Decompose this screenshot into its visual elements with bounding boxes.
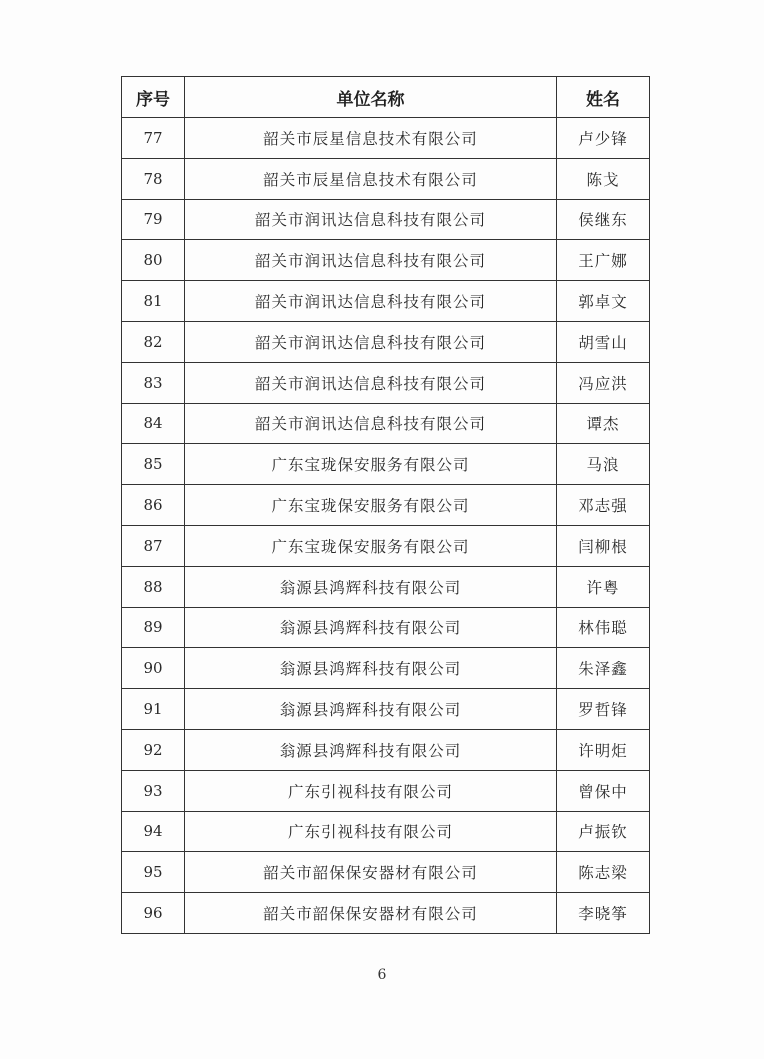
table-header xyxy=(122,77,650,118)
header-unit-name: 单位名称 xyxy=(185,77,557,118)
cell-person-name: 胡雪山 xyxy=(557,321,650,362)
table-row xyxy=(122,118,650,159)
table-row xyxy=(122,729,650,770)
cell-serial-number: 84 xyxy=(122,403,185,444)
cell-serial-number: 94 xyxy=(122,811,185,852)
cell-serial-number: 80 xyxy=(122,240,185,281)
cell-serial-number: 78 xyxy=(122,158,185,199)
table-row xyxy=(122,444,650,485)
table-row xyxy=(122,362,650,403)
cell-unit-name: 广东宝珑保安服务有限公司 xyxy=(185,444,557,485)
cell-serial-number: 88 xyxy=(122,566,185,607)
table-row xyxy=(122,566,650,607)
cell-person-name: 邓志强 xyxy=(557,485,650,526)
cell-person-name: 侯继东 xyxy=(557,199,650,240)
cell-person-name: 许明炬 xyxy=(557,729,650,770)
cell-unit-name: 翁源县鸿辉科技有限公司 xyxy=(185,566,557,607)
table-row xyxy=(122,403,650,444)
cell-serial-number: 92 xyxy=(122,729,185,770)
cell-person-name: 马浪 xyxy=(557,444,650,485)
cell-person-name: 郭卓文 xyxy=(557,281,650,322)
cell-unit-name: 韶关市润讯达信息科技有限公司 xyxy=(185,321,557,362)
cell-unit-name: 广东宝珑保安服务有限公司 xyxy=(185,525,557,566)
header-person-name: 姓名 xyxy=(557,77,650,118)
cell-person-name: 闫柳根 xyxy=(557,525,650,566)
cell-serial-number: 90 xyxy=(122,648,185,689)
cell-person-name: 王广娜 xyxy=(557,240,650,281)
table-row xyxy=(122,321,650,362)
cell-person-name: 谭杰 xyxy=(557,403,650,444)
cell-unit-name: 翁源县鸿辉科技有限公司 xyxy=(185,607,557,648)
table-body xyxy=(122,118,650,934)
cell-unit-name: 韶关市润讯达信息科技有限公司 xyxy=(185,240,557,281)
cell-person-name: 曾保中 xyxy=(557,770,650,811)
cell-serial-number: 86 xyxy=(122,485,185,526)
table-row xyxy=(122,199,650,240)
table-row xyxy=(122,240,650,281)
cell-unit-name: 翁源县鸿辉科技有限公司 xyxy=(185,689,557,730)
page-number: 6 xyxy=(377,967,387,983)
table-row xyxy=(122,485,650,526)
cell-unit-name: 翁源县鸿辉科技有限公司 xyxy=(185,729,557,770)
cell-unit-name: 广东引视科技有限公司 xyxy=(185,770,557,811)
cell-unit-name: 韶关市韶保保安器材有限公司 xyxy=(185,893,557,934)
table-row xyxy=(122,893,650,934)
cell-unit-name: 广东宝珑保安服务有限公司 xyxy=(185,485,557,526)
header-row xyxy=(122,77,650,118)
cell-unit-name: 翁源县鸿辉科技有限公司 xyxy=(185,648,557,689)
cell-serial-number: 79 xyxy=(122,199,185,240)
cell-person-name: 罗哲锋 xyxy=(557,689,650,730)
cell-person-name: 林伟聪 xyxy=(557,607,650,648)
cell-unit-name: 韶关市润讯达信息科技有限公司 xyxy=(185,403,557,444)
cell-unit-name: 韶关市辰星信息技术有限公司 xyxy=(185,118,557,159)
cell-person-name: 许粤 xyxy=(557,566,650,607)
cell-unit-name: 广东引视科技有限公司 xyxy=(185,811,557,852)
table-row xyxy=(122,648,650,689)
table-row xyxy=(122,158,650,199)
cell-unit-name: 韶关市润讯达信息科技有限公司 xyxy=(185,199,557,240)
cell-serial-number: 83 xyxy=(122,362,185,403)
cell-serial-number: 85 xyxy=(122,444,185,485)
cell-person-name: 陈志梁 xyxy=(557,852,650,893)
cell-person-name: 李晓筝 xyxy=(557,893,650,934)
table-row xyxy=(122,607,650,648)
table-row xyxy=(122,525,650,566)
cell-serial-number: 89 xyxy=(122,607,185,648)
cell-person-name: 朱泽鑫 xyxy=(557,648,650,689)
cell-person-name: 卢振钦 xyxy=(557,811,650,852)
table-row xyxy=(122,852,650,893)
table-row xyxy=(122,689,650,730)
cell-unit-name: 韶关市韶保保安器材有限公司 xyxy=(185,852,557,893)
cell-unit-name: 韶关市润讯达信息科技有限公司 xyxy=(185,281,557,322)
cell-person-name: 陈戈 xyxy=(557,158,650,199)
cell-person-name: 卢少锋 xyxy=(557,118,650,159)
cell-person-name: 冯应洪 xyxy=(557,362,650,403)
cell-serial-number: 96 xyxy=(122,893,185,934)
cell-serial-number: 95 xyxy=(122,852,185,893)
cell-serial-number: 81 xyxy=(122,281,185,322)
cell-serial-number: 87 xyxy=(122,525,185,566)
table-row xyxy=(122,770,650,811)
table-row xyxy=(122,281,650,322)
cell-serial-number: 77 xyxy=(122,118,185,159)
cell-unit-name: 韶关市辰星信息技术有限公司 xyxy=(185,158,557,199)
cell-unit-name: 韶关市润讯达信息科技有限公司 xyxy=(185,362,557,403)
cell-serial-number: 82 xyxy=(122,321,185,362)
cell-serial-number: 91 xyxy=(122,689,185,730)
table-row xyxy=(122,811,650,852)
personnel-table xyxy=(121,76,650,934)
cell-serial-number: 93 xyxy=(122,770,185,811)
header-serial-number: 序号 xyxy=(122,77,185,118)
